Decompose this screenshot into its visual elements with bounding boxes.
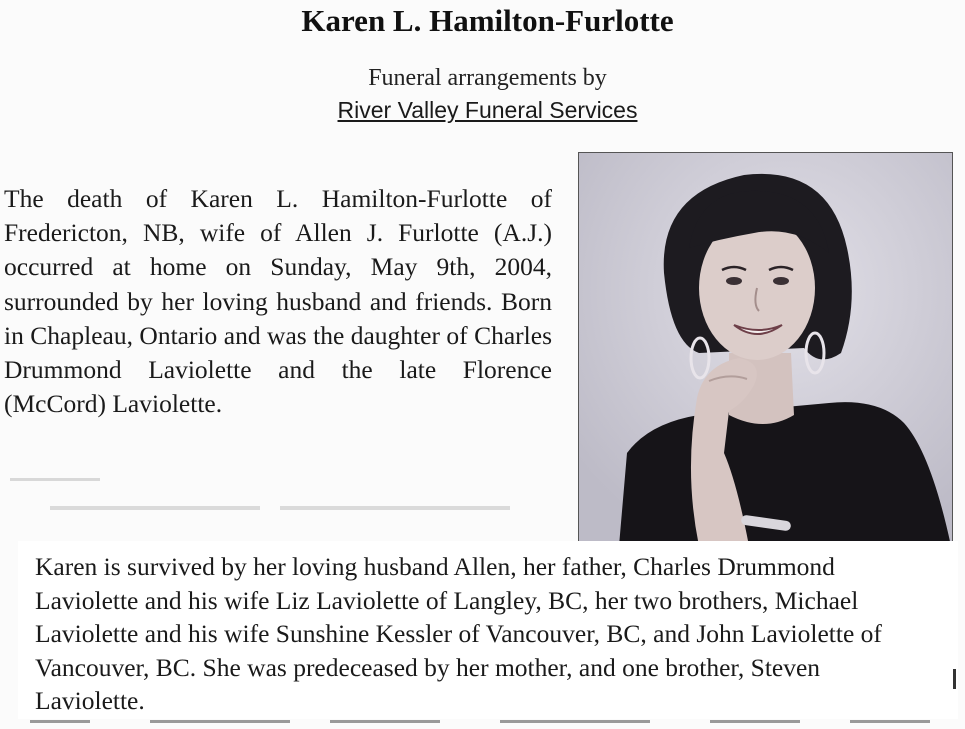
arranged-by-label: Funeral arrangements by bbox=[368, 65, 607, 91]
funeral-home-line bbox=[0, 95, 965, 125]
portrait-illustration bbox=[579, 153, 953, 545]
obituary-paragraph-survivors: Karen is survived by her loving husband Allen, her father, Charles Drummond Laviolette and his wife Liz Laviolette of Langley, BC, her two brothers, Michael Laviolette and his wife Sunshine Kessler of Vancouver, BC, and John Laviolette of Vancouver, BC. She was predeceased by her mother, and one brother, Steven Laviolette. bbox=[35, 552, 882, 716]
obituary-heading: Karen L. Hamilton-Furlotte bbox=[301, 3, 674, 38]
cropped-text-line bbox=[30, 720, 940, 729]
cropped-edge-glyph bbox=[950, 667, 960, 698]
obituary-paragraph-death: The death of Karen L. Hamilton-Furlotte of Fredericton, NB, wife of Allen J. Furlotte (A.J.) occurred at home on Sunday, May 9th, 2004, surrounded by her loving husband and friends. Born in Chapleau, Ontario and was the daughter of Charles Drummond Laviolette and the late Florence (McCord) Laviolette. bbox=[4, 184, 552, 419]
portrait-photo bbox=[578, 152, 953, 545]
funeral-home-link[interactable]: River Valley Funeral Services bbox=[337, 97, 638, 123]
bleed-through-text bbox=[10, 470, 530, 538]
